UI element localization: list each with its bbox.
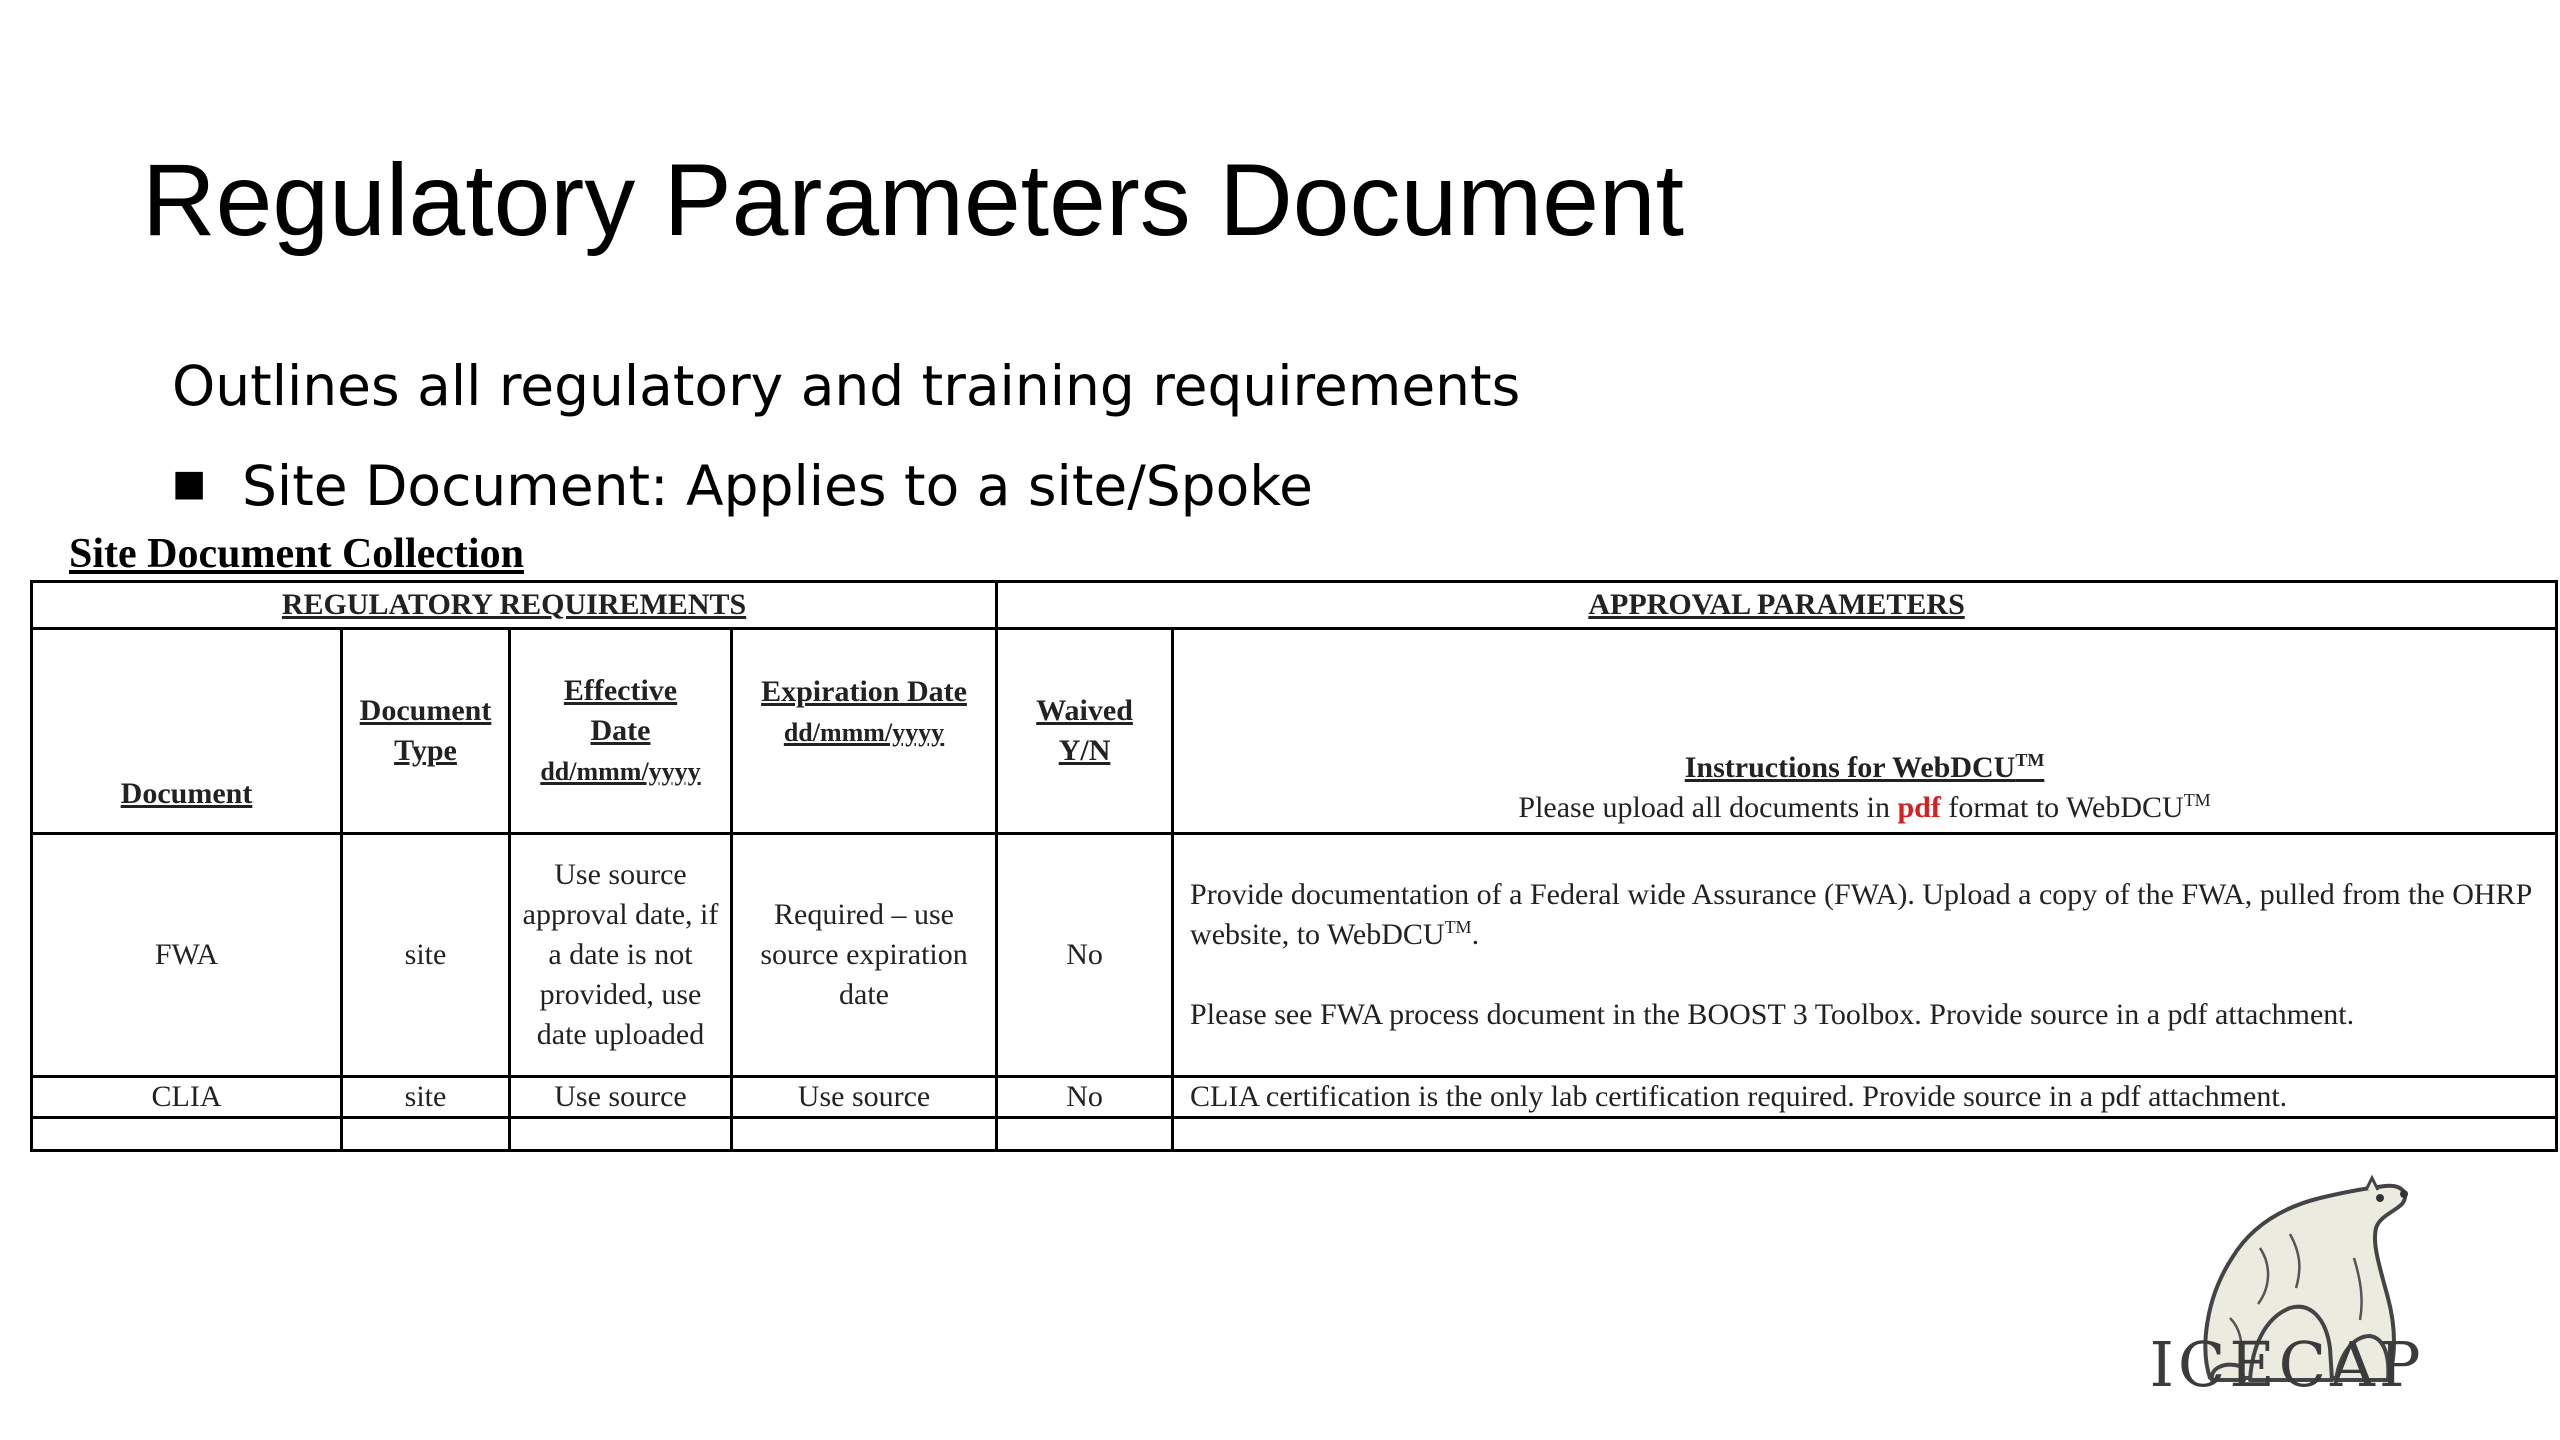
- column-header-row: [32, 629, 2557, 834]
- header-line: dd/mmm/yyyy: [783, 718, 945, 747]
- header-line: dd/mmm/yyyy: [540, 756, 701, 786]
- trademark-mark: TM: [1444, 917, 1472, 937]
- header-line: Y/N: [1058, 734, 1111, 767]
- column-header-waived: [997, 629, 1173, 834]
- regulatory-table: [30, 580, 2558, 1152]
- table-row: [32, 834, 2557, 1077]
- cell-empty: [1173, 1118, 2557, 1151]
- instructions-note: [1182, 788, 2547, 828]
- column-header-expiration-date: [732, 629, 997, 834]
- cell-instructions: [1173, 834, 2557, 1077]
- cell-type: site: [342, 1077, 510, 1118]
- trademark-mark: TM: [2015, 750, 2045, 770]
- cell-empty: [997, 1118, 1173, 1151]
- instructions-title-text: Instructions for WebDCU: [1684, 751, 2016, 784]
- group-header-row: [32, 582, 2557, 629]
- group-header-regulatory: REGULATORY REQUIREMENTS: [32, 582, 997, 629]
- column-header-effective-date: [510, 629, 732, 834]
- pdf-highlight: pdf: [1897, 791, 1941, 824]
- cell-empty: [32, 1118, 342, 1151]
- slide-title: Regulatory Parameters Document: [142, 143, 1685, 257]
- cell-instructions: CLIA certification is the only lab certification required. Provide source in a pdf attachment.: [1173, 1077, 2557, 1118]
- table-row: [32, 1077, 2557, 1118]
- cell-expiration: Required – use source expiration date: [732, 834, 997, 1077]
- cell-waived: No: [997, 834, 1173, 1077]
- cell-effective: Use source: [510, 1077, 732, 1118]
- cell-type: site: [342, 834, 510, 1077]
- group-header-approval: APPROVAL PARAMETERS: [997, 582, 2557, 629]
- paragraph-gap: [1190, 955, 2547, 995]
- cell-waived: No: [997, 1077, 1173, 1118]
- slide-subtitle: Outlines all regulatory and training requirements: [172, 354, 1521, 418]
- bullet-item: [172, 450, 1313, 526]
- column-header-document-type: [342, 629, 510, 834]
- header-line: Type: [394, 734, 457, 767]
- instructions-end: .: [1471, 918, 1480, 951]
- cell-expiration: Use source: [732, 1077, 997, 1118]
- column-header-document: Document: [32, 629, 342, 834]
- header-line: Document: [359, 694, 492, 727]
- header-line: Effective: [563, 673, 678, 707]
- cell-empty: [732, 1118, 997, 1151]
- document-heading: Site Document Collection: [69, 531, 524, 577]
- document-table-image: [30, 580, 2555, 1113]
- column-header-instructions: [1173, 629, 2557, 834]
- instructions-paragraph: Please see FWA process document in the BOOST 3 Toolbox. Provide source in a pdf attachment.: [1190, 998, 2355, 1031]
- header-line: Date: [590, 713, 651, 747]
- header-line: Waived: [1036, 694, 1133, 727]
- header-line: Expiration Date: [761, 675, 967, 708]
- cell-document: FWA: [32, 834, 342, 1077]
- cell-effective: Use source approval date, if a date is not provided, use date uploaded: [510, 834, 732, 1077]
- instructions-note-post: format to WebDCU: [1948, 791, 2184, 824]
- instructions-text: Provide documentation of a Federal wide Assurance (FWA). Upload a copy of the FWA, pulled from the OHRP website, to WebDCU: [1190, 878, 2532, 951]
- cell-empty: [342, 1118, 510, 1151]
- bullet-text: Site Document: Applies to a site/Spoke: [242, 454, 1313, 518]
- cell-empty: [510, 1118, 732, 1151]
- bullet-square-icon: ■: [172, 462, 207, 504]
- instructions-title: [1182, 748, 2547, 788]
- logo-text: ICECAP: [2149, 1328, 2425, 1401]
- cell-document: CLIA: [32, 1077, 342, 1118]
- trademark-mark: TM: [2183, 790, 2211, 810]
- instructions-paragraph: [1190, 875, 2547, 955]
- instructions-note-pre: Please upload all documents in: [1518, 791, 1890, 824]
- table-row-partial: [32, 1118, 2557, 1151]
